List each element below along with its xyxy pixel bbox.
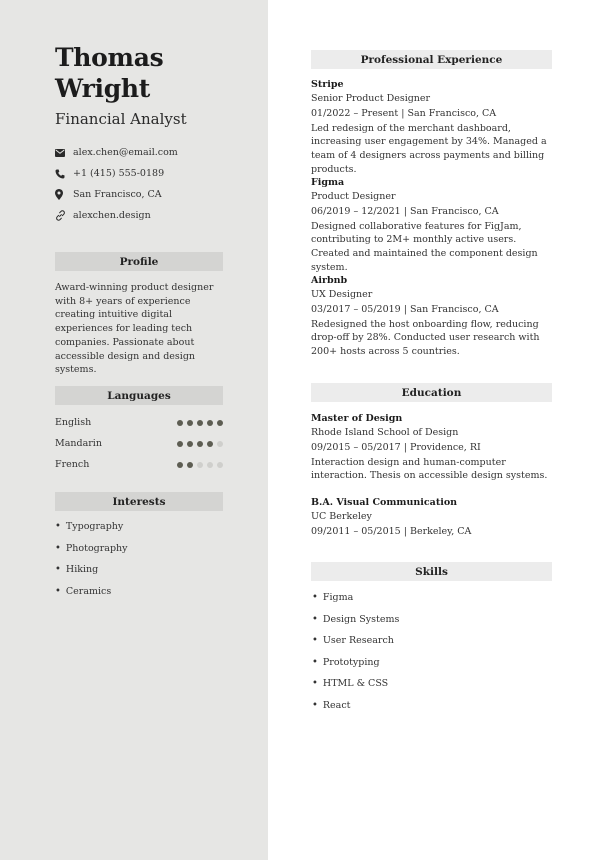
entry-description: Redesigned the host onboarding flow, reducing drop-off by 28%. Conducted user research with 200+ hosts across 5 countries. bbox=[311, 318, 540, 357]
proficiency-dots bbox=[177, 462, 223, 468]
entry-description: Led redesign of the merchant dashboard, increasing user engagement by 34%. Managed a team of 4 designers across payments and billing products. bbox=[311, 122, 547, 175]
list-item: • Prototyping bbox=[312, 652, 472, 674]
proficiency-dot-empty bbox=[217, 462, 223, 468]
language-row bbox=[55, 412, 225, 433]
proficiency-dot-filled bbox=[197, 420, 203, 426]
list-item: • User Research bbox=[312, 630, 472, 652]
list-item: • Design Systems bbox=[312, 609, 472, 631]
date-location: 01/2022 – Present | San Francisco, CA bbox=[311, 107, 497, 119]
contact-phone bbox=[55, 163, 255, 184]
experience-heading: Professional Experience bbox=[311, 50, 552, 69]
language-row bbox=[55, 433, 225, 454]
first-name: Thomas bbox=[55, 43, 164, 72]
proficiency-dot-filled bbox=[177, 420, 183, 426]
education-entry bbox=[311, 412, 556, 483]
contact-website bbox=[55, 205, 255, 226]
list-item: • Ceramics bbox=[55, 581, 215, 603]
list-item: • Photography bbox=[55, 538, 215, 560]
date-location: 09/2015 – 05/2017 | Providence, RI bbox=[311, 441, 481, 453]
proficiency-dot-filled bbox=[207, 420, 213, 426]
list-item: • React bbox=[312, 695, 472, 717]
position-title: Product Designer bbox=[311, 190, 396, 202]
degree-name: Master of Design bbox=[311, 413, 403, 424]
proficiency-dot-empty bbox=[197, 462, 203, 468]
link-icon bbox=[55, 210, 73, 221]
skills-heading: Skills bbox=[311, 562, 552, 581]
contact-email bbox=[55, 142, 255, 163]
proficiency-dot-filled bbox=[177, 462, 183, 468]
language-list bbox=[55, 412, 225, 475]
experience-entry bbox=[311, 274, 556, 359]
last-name: Wright bbox=[55, 74, 151, 103]
profile-summary: Award-winning product designer with 8+ years of experience creating intuitive digital experiences for leading tech companies. Passionate about accessible design and design systems. bbox=[55, 282, 214, 376]
school-name: UC Berkeley bbox=[311, 510, 372, 522]
email-value[interactable]: alex.chen@email.com bbox=[73, 147, 178, 158]
list-item: • Hiking bbox=[55, 559, 215, 581]
list-item: • Typography bbox=[55, 516, 215, 538]
education-heading: Education bbox=[311, 383, 552, 402]
contact-location bbox=[55, 184, 255, 205]
date-location: 03/2017 – 05/2019 | San Francisco, CA bbox=[311, 303, 499, 315]
language-name: French bbox=[55, 459, 90, 470]
contact-list bbox=[55, 142, 255, 226]
language-name: English bbox=[55, 417, 92, 428]
list-item: • Figma bbox=[312, 587, 472, 609]
entry-description: Interaction design and human-computer interaction. Thesis on accessible design systems. bbox=[311, 456, 548, 482]
proficiency-dot-filled bbox=[187, 441, 193, 447]
language-row bbox=[55, 454, 225, 475]
proficiency-dot-empty bbox=[207, 462, 213, 468]
school-name: Rhode Island School of Design bbox=[311, 426, 459, 438]
profile-heading: Profile bbox=[55, 252, 223, 271]
proficiency-dot-filled bbox=[207, 441, 213, 447]
interests-list bbox=[55, 516, 215, 602]
company-name: Figma bbox=[311, 177, 345, 188]
company-name: Airbnb bbox=[311, 275, 348, 286]
position-title: Senior Product Designer bbox=[311, 92, 431, 104]
phone-icon bbox=[55, 169, 73, 179]
proficiency-dot-filled bbox=[217, 420, 223, 426]
sidebar bbox=[0, 0, 268, 860]
education-entry bbox=[311, 496, 556, 538]
list-item: • HTML & CSS bbox=[312, 673, 472, 695]
proficiency-dot-filled bbox=[187, 462, 193, 468]
proficiency-dot-filled bbox=[177, 441, 183, 447]
proficiency-dot-empty bbox=[217, 441, 223, 447]
job-title: Financial Analyst bbox=[55, 110, 187, 128]
interests-heading: Interests bbox=[55, 492, 223, 511]
entry-description: Designed collaborative features for FigJam, contributing to 2M+ monthly active users. Created and maintained the component design system. bbox=[311, 220, 538, 273]
date-location: 06/2019 – 12/2021 | San Francisco, CA bbox=[311, 205, 499, 217]
phone-value: +1 (415) 555-0189 bbox=[73, 168, 165, 179]
date-location: 09/2011 – 05/2015 | Berkeley, CA bbox=[311, 525, 472, 537]
proficiency-dots bbox=[177, 441, 223, 447]
location-pin-icon bbox=[55, 189, 73, 200]
degree-name: B.A. Visual Communication bbox=[311, 497, 458, 508]
experience-entry bbox=[311, 176, 556, 274]
languages-heading: Languages bbox=[55, 386, 223, 405]
proficiency-dots bbox=[177, 420, 223, 426]
proficiency-dot-filled bbox=[197, 441, 203, 447]
location-value: San Francisco, CA bbox=[73, 189, 162, 200]
skills-list bbox=[312, 587, 472, 716]
language-name: Mandarin bbox=[55, 438, 102, 449]
position-title: UX Designer bbox=[311, 288, 373, 300]
mail-icon bbox=[55, 149, 73, 157]
experience-entry bbox=[311, 78, 556, 176]
person-name bbox=[55, 42, 255, 104]
website-value[interactable]: alexchen.design bbox=[73, 210, 151, 221]
proficiency-dot-filled bbox=[187, 420, 193, 426]
company-name: Stripe bbox=[311, 79, 344, 90]
